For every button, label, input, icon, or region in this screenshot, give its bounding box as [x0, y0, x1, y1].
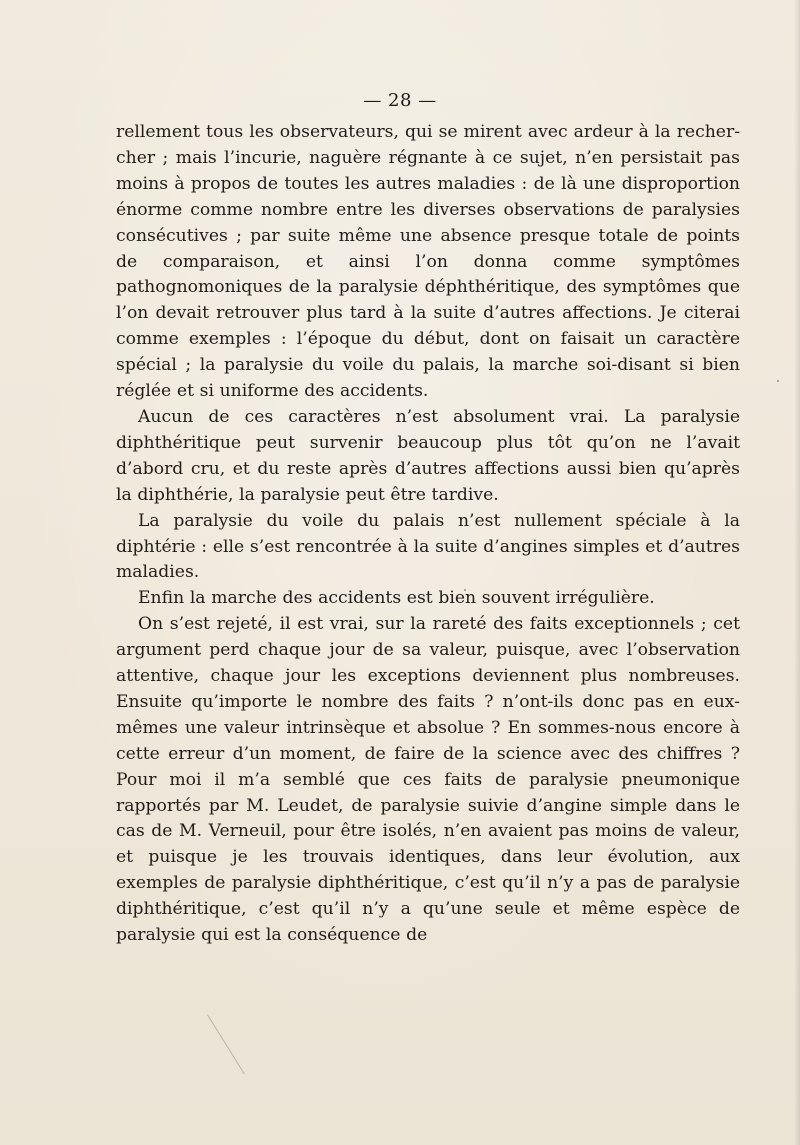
paragraph: Enfin la marche des accidents est bien souvent irrégulière.: [138, 588, 655, 609]
paragraph: Aucun de ces caractères n’est absolument vrai. La paralysie diphthéritique peut survenir beaucoup plus tôt qu’on ne l’avait d’abord cru, et du reste après d’autres affections aussi bien qu’après la diphthérie, la paralysie peut être tardive.: [116, 406, 740, 505]
scan-speck: [777, 380, 779, 382]
paragraph-continued: rellement tous les observateurs, qui se mirent avec ardeur à la rechercher ; mais l’incurie, naguère régnante à ce sujet, n’en persistait pas moins à propos de toutes les autres maladies : de là une disproportion énorme comme nombre entre les diverses observations de paralysies consécutives ; par suite même une absence presque totale de points de comparaison, et ainsi l’on donna comme symptômes pathognomoniques de la paralysie déphthéritique, des symptômes que l’on devait retrouver plus tard à la suite d’autres affections. Je citerai comme exemples : l’époque du début, dont on faisait un caractère spécial ; la paralysie du voile du palais, la marche soi-disant si bien réglée et si uniforme des accidents.: [116, 122, 740, 402]
page-number: — 28 —: [363, 90, 437, 111]
scan-speck: [464, 589, 466, 591]
scan-mark: [207, 1014, 245, 1074]
paragraph: La paralysie du voile du palais n’est nullement spéciale à la diphtérie : elle s’est rencontrée à la suite d’angines simples et d’autres maladies.: [116, 510, 740, 583]
paragraph: On s’est rejeté, il est vrai, sur la rareté des faits exceptionnels ; cet argument perd chaque jour de sa valeur, puisque, avec l’observation attentive, chaque jour les exceptions deviennent plus nombreuses. Ensuite qu’importe le nombre des faits ? n’ont-ils donc pas en eux-mêmes une valeur intrinsèque et absolue ? En sommes-nous encore à cette erreur d’un moment, de faire de la science avec des chiffres ? Pour moi il m’a semblé que ces faits de paralysie pneumonique rapportés par M. Leudet, de paralysie suivie d’angine simple dans le cas de M. Verneuil, pour être isolés, n’en avaient pas moins de valeur, et puisque je les trouvais identiques, dans leur évolution, aux exemples de paralysie diphthéritique, c’est qu’il n’y a pas de paralysie diphthéritique, c’est qu’il n’y a qu’une seule et même espèce de paralysie qui est la conséquence de: [116, 614, 740, 946]
page-body-text: [116, 120, 740, 949]
